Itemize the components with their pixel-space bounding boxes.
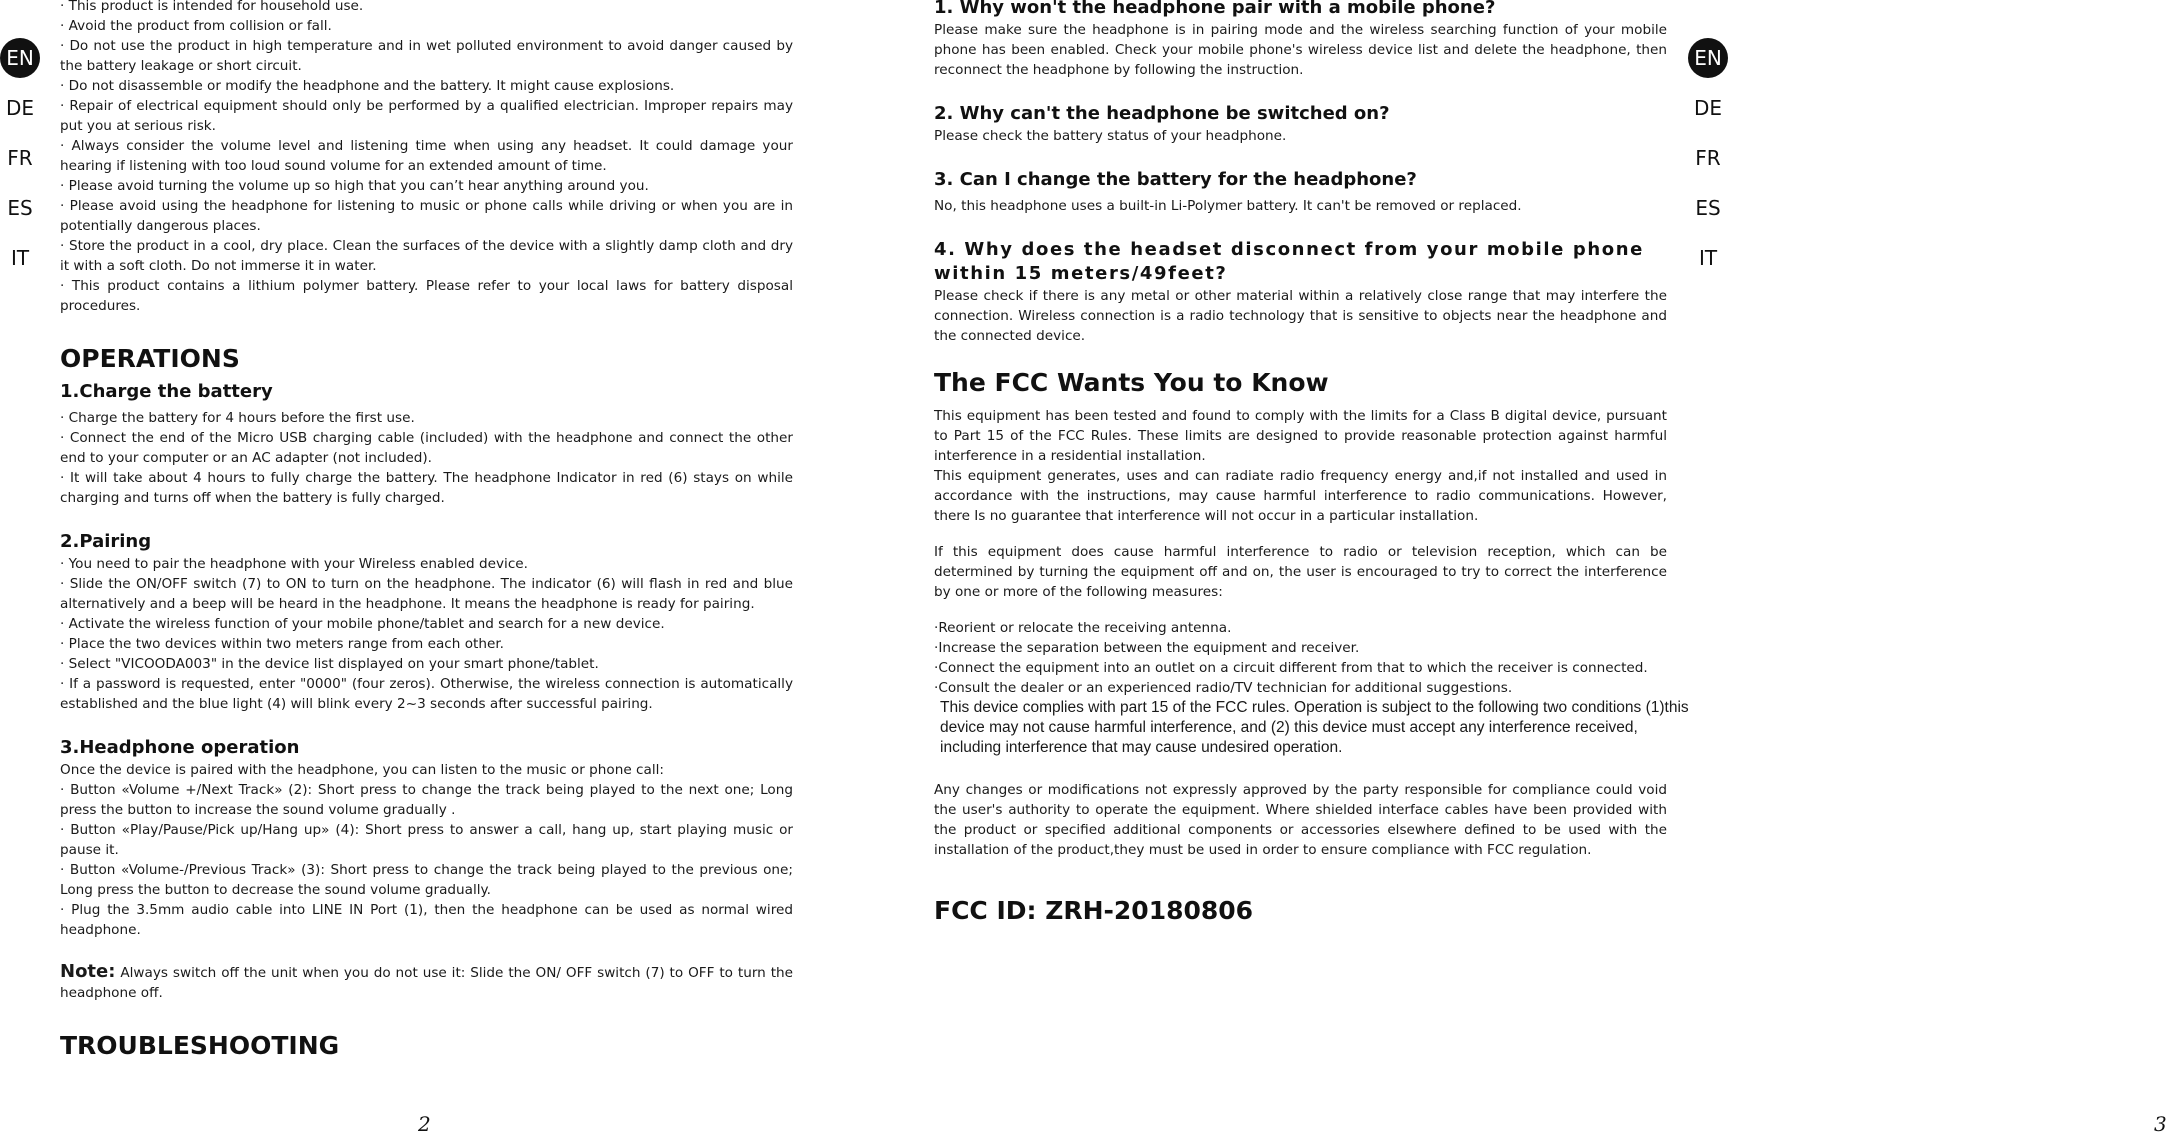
list-item: · This product is intended for household use. [60, 0, 364, 14]
fcc-id: FCC ID: ZRH-20180806 [934, 896, 1254, 925]
pairing-heading: 2.Pairing [60, 531, 152, 552]
lang-tab-it[interactable]: IT [1698, 246, 1718, 270]
list-item: · Button «Volume +/Next Track» (2): Short press to change the track being played to the next one; Long press the button to increase the sound volume gradually . [60, 782, 793, 818]
list-item: ·Connect the equipment into an outlet on a circuit different from that to which the receiver is connected. [934, 660, 1648, 676]
right-column [934, 0, 1689, 926]
charge-list [60, 408, 793, 508]
list-item: · Charge the battery for 4 hours before the first use. [60, 410, 415, 426]
faq-question-4: 4. Why does the headset disconnect from your mobile phone within 15 meters/49feet? [934, 239, 1644, 284]
list-item: · Connect the end of the Micro USB charging cable (included) with the headphone and connect the other end to your computer or an AC adapter (not included). [60, 430, 793, 466]
faq-question-1: 1. Why won't the headphone pair with a mobile phone? [934, 0, 1496, 18]
pairing-list [60, 554, 793, 714]
list-item: · Activate the wireless function of your mobile phone/tablet and search for a new device. [60, 616, 665, 632]
left-column [60, 0, 793, 1061]
note-label: Note: [60, 961, 116, 982]
fcc-paragraph-2: This equipment generates, uses and can radiate radio frequency energy and,if not installed and used in accordance with the instructions, may cause harmful interference to radio communications. However, there Is no guarantee that interference will not occur in a particular installation. [934, 468, 1667, 524]
operations-heading: OPERATIONS [60, 344, 240, 373]
safety-list [60, 0, 793, 316]
note-paragraph [60, 962, 793, 1003]
list-item: · Store the product in a cool, dry place. Clean the surfaces of the device with a slightly damp cloth and dry it with a soft cloth. Do not immerse it in water. [60, 238, 793, 274]
list-item: · This product contains a lithium polymer battery. Please refer to your local laws for battery disposal procedures. [60, 278, 793, 314]
list-item: · Avoid the product from collision or fall. [60, 18, 332, 34]
faq-answer-2: Please check the battery status of your headphone. [934, 128, 1287, 144]
list-item: · It will take about 4 hours to fully charge the battery. The headphone Indicator in red (6) stays on while charging and turns off when the battery is fully charged. [60, 470, 793, 506]
lang-tab-es[interactable]: ES [7, 196, 33, 220]
list-item: · Slide the ON/OFF switch (7) to ON to turn on the headphone. The indicator (6) will flash in red and blue alternatively and a beep will be heard in the headphone. It means the headphone is ready for pairing. [60, 576, 793, 612]
list-item: · Plug the 3.5mm audio cable into LINE IN Port (1), then the headphone can be used as normal wired headphone. [60, 902, 793, 938]
troubleshooting-heading: TROUBLESHOOTING [60, 1031, 340, 1060]
list-item: · Button «Volume-/Previous Track» (3): Short press to change the track being played to the previous one; Long press the button to decrease the sound volume gradually. [60, 862, 793, 898]
list-item: · Do not use the product in high temperature and in wet polluted environment to avoid danger caused by the battery leakage or short circuit. [60, 38, 793, 74]
list-item: · You need to pair the headphone with your Wireless enabled device. [60, 556, 528, 572]
faq-question-2: 2. Why can't the headphone be switched on? [934, 103, 1390, 124]
language-rail-left [0, 38, 40, 288]
list-item: ·Consult the dealer or an experienced radio/TV technician for additional suggestions. [934, 680, 1513, 696]
fcc-changes-paragraph: Any changes or modifications not expressly approved by the party responsible for compliance could void the user's authority to operate the equipment. Where shielded interface cables have been provided with the product or specified additional components or accessories elsewhere defined to be used with the installation of the product,they must be used in order to ensure compliance with FCC regulation. [934, 782, 1667, 858]
list-item: · Button «Play/Pause/Pick up/Hang up» (4): Short press to answer a call, hang up, start playing music or pause it. [60, 822, 793, 858]
lang-tab-en[interactable]: EN [0, 38, 40, 78]
headphone-operation-list [60, 780, 793, 940]
list-item: · Select "VICOODA003" in the device list displayed on your smart phone/tablet. [60, 656, 599, 672]
right-page [864, 0, 2167, 1136]
list-item: · Please avoid using the headphone for listening to music or phone calls while driving or when you are in potentially dangerous places. [60, 198, 793, 234]
lang-tab-it[interactable]: IT [10, 246, 30, 270]
list-item: ·Reorient or relocate the receiving antenna. [934, 620, 1232, 636]
charge-heading: 1.Charge the battery [60, 381, 273, 402]
lang-tab-en[interactable]: EN [1688, 38, 1728, 78]
list-item: · Please avoid turning the volume up so high that you can’t hear anything around you. [60, 178, 649, 194]
fcc-paragraph-3: If this equipment does cause harmful interference to radio or television reception, which can be determined by turning the equipment off and on, the user is encouraged to try to correct the interference by one or more of the following measures: [934, 544, 1667, 600]
list-item: · Place the two devices within two meters range from each other. [60, 636, 504, 652]
page-number-right: 3 [2154, 1112, 2167, 1136]
list-item: · Always consider the volume level and listening time when using any headset. It could damage your hearing if listening with too loud sound volume for an extended amount of time. [60, 138, 793, 174]
lang-tab-es[interactable]: ES [1695, 196, 1721, 220]
lang-tab-fr[interactable]: FR [1695, 146, 1721, 170]
faq-answer-3: No, this headphone uses a built-in Li-Polymer battery. It can't be removed or replaced. [934, 198, 1522, 214]
left-page [0, 0, 864, 1135]
fcc-measures-list [934, 618, 1667, 698]
fcc-heading: The FCC Wants You to Know [934, 368, 1329, 397]
faq-question-3: 3. Can I change the battery for the headphone? [934, 169, 1417, 190]
faq-answer-1: Please make sure the headphone is in pairing mode and the wireless searching function of your mobile phone has been enabled. Check your mobile phone's wireless device list and delete the headphone, then reconnect the headphone by following the instruction. [934, 22, 1667, 78]
note-text: Always switch off the unit when you do not use it: Slide the ON/ OFF switch (7) to OFF to turn the headphone off. [60, 965, 793, 1001]
list-item: ·Increase the separation between the equipment and receiver. [934, 640, 1360, 656]
headphone-operation-heading: 3.Headphone operation [60, 737, 300, 758]
headphone-operation-intro: Once the device is paired with the headphone, you can listen to the music or phone call: [60, 762, 664, 778]
page-number-left: 2 [418, 1112, 431, 1136]
lang-tab-fr[interactable]: FR [7, 146, 33, 170]
fcc-part15-statement: This device complies with part 15 of the FCC rules. Operation is subject to the following two conditions (1)this device may not cause harmful interference, and (2) this device must accept any interference received, including interference that may cause undesired operation. [940, 699, 1689, 756]
lang-tab-de[interactable]: DE [1693, 96, 1723, 120]
list-item: · If a password is requested, enter "0000" (four zeros). Otherwise, the wireless connection is automatically established and the blue light (4) will blink every 2~3 seconds after successful pairing. [60, 676, 793, 712]
language-rail-right [1688, 38, 1728, 288]
list-item: · Do not disassemble or modify the headphone and the battery. It might cause explosions. [60, 78, 675, 94]
faq-answer-4: Please check if there is any metal or other material within a relatively close range that may interfere the connection. Wireless connection is a radio technology that is sensitive to objects near the headphone and the connected device. [934, 288, 1667, 344]
list-item: · Repair of electrical equipment should only be performed by a qualified electrician. Improper repairs may put you at serious risk. [60, 98, 793, 134]
lang-tab-de[interactable]: DE [5, 96, 35, 120]
fcc-paragraph-1: This equipment has been tested and found to comply with the limits for a Class B digital device, pursuant to Part 15 of the FCC Rules. These limits are designed to provide reasonable protection against harmful interference in a residential installation. [934, 408, 1667, 464]
